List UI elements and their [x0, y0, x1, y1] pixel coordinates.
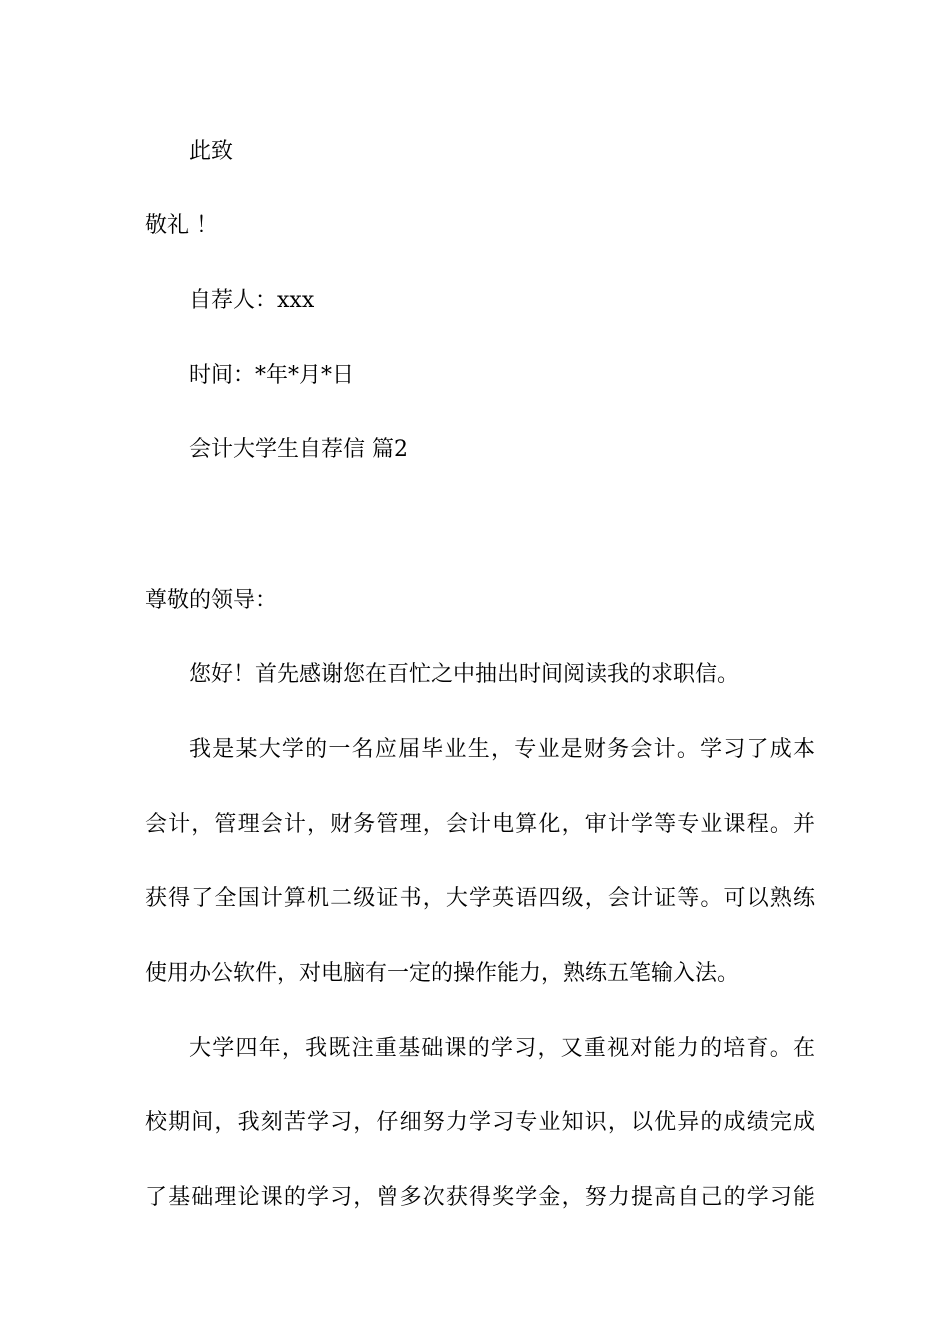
body-line-5: 使用办公软件，对电脑有一定的操作能力，熟练五笔输入法。: [145, 961, 740, 986]
body-line-8: 了基础理论课的学习，曾多次获得奖学金，努力提高自己的学习能: [145, 1185, 815, 1210]
body-line-1: 您好！首先感谢您在百忙之中抽出时间阅读我的求职信。: [189, 662, 740, 687]
letter-greeting: 尊敬的领导：: [145, 588, 278, 613]
body-line-3: 会计，管理会计，财务管理，会计电算化，审计学等专业课程。并: [145, 812, 815, 837]
closing-salutation: 此致: [189, 139, 234, 164]
date-line: 时间：*年*月*日: [189, 363, 355, 388]
body-line-4: 获得了全国计算机二级证书，大学英语四级，会计证等。可以熟练: [145, 886, 815, 911]
closing-regards: 敬礼 ！: [145, 213, 218, 238]
body-line-7: 校期间，我刻苦学习，仔细努力学习专业知识，以优异的成绩完成: [145, 1110, 815, 1135]
body-line-6: 大学四年，我既注重基础课的学习，又重视对能力的培育。在: [189, 1036, 815, 1061]
signature-line: 自荐人：xxx: [189, 288, 315, 313]
section-heading: 会计大学生自荐信 篇2: [189, 437, 408, 462]
body-line-2: 我是某大学的一名应届毕业生，专业是财务会计。学习了成本: [189, 737, 815, 762]
